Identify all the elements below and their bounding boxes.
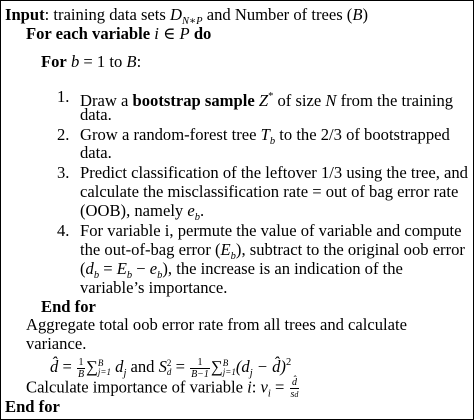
step-3-line-3: (OOB), namely $e_b$. <box>80 201 205 223</box>
for-each-line: For each variable i ∈ P do <box>26 24 212 43</box>
step-4-line-3: $(d_b = E_b - e_b)$, the increase is an indication of the <box>80 259 403 281</box>
aggregate-line-1: Aggregate total oob error rate from all trees and calculate <box>26 315 408 334</box>
variance-formula: d̂ = $\frac{1}{B}$ ∑ B j=1 $d_j$ and S 2 d = $\frac{1}{B-1}$ ∑ B j=1 ($d_j$ − d̂)$^2$ <box>50 356 292 380</box>
step-2-line-2: data. <box>80 143 112 162</box>
step-3-line-1: Predict classification of the leftover 1/3 using the tree, and <box>80 163 468 182</box>
step-3-line-2: calculate the misclassification rate = out of bag error rate <box>80 182 459 201</box>
step-1-line-1: Draw a bootstrap sample Z* of size N from the training <box>80 91 454 110</box>
importance-line: Calculate importance of variable i: $v_i$ = $\frac{d̂}{sd}$ <box>26 377 299 400</box>
step-1-line-2: data. <box>80 105 112 124</box>
input-line: Input: training data sets $D_{N∗P}$ and Number of trees (B) <box>5 5 368 27</box>
fraction-1-over-B: $\frac{1}{B}$ <box>77 356 85 380</box>
step-number: 4. <box>57 221 70 240</box>
step-4-line-1: For variable i, permute the value of variable and compute <box>80 221 462 240</box>
step-number: 2. <box>57 125 70 144</box>
end-for-outer: End for <box>5 397 60 416</box>
input-label: Input <box>5 5 45 24</box>
importance-fraction: $\frac{d̂}{sd}$ <box>290 377 299 400</box>
end-for-inner: End for <box>41 297 96 316</box>
for-b-line: For b = 1 to B: <box>41 52 142 71</box>
step-number: 3. <box>57 163 70 182</box>
fraction-1-over-B-minus-1: $\frac{1}{B-1}$ <box>191 356 209 380</box>
step-number: 1. <box>57 87 70 106</box>
step-2-line-1: Grow a random-forest tree $T_b$ to the 2/3 of bootstrapped <box>80 125 450 147</box>
step-4-line-2: the out-of-bag error $(E_b)$, subtract to the original oob error <box>80 240 465 262</box>
step-4-line-4: variable’s importance. <box>80 278 228 297</box>
aggregate-line-2: variance. <box>26 334 87 353</box>
